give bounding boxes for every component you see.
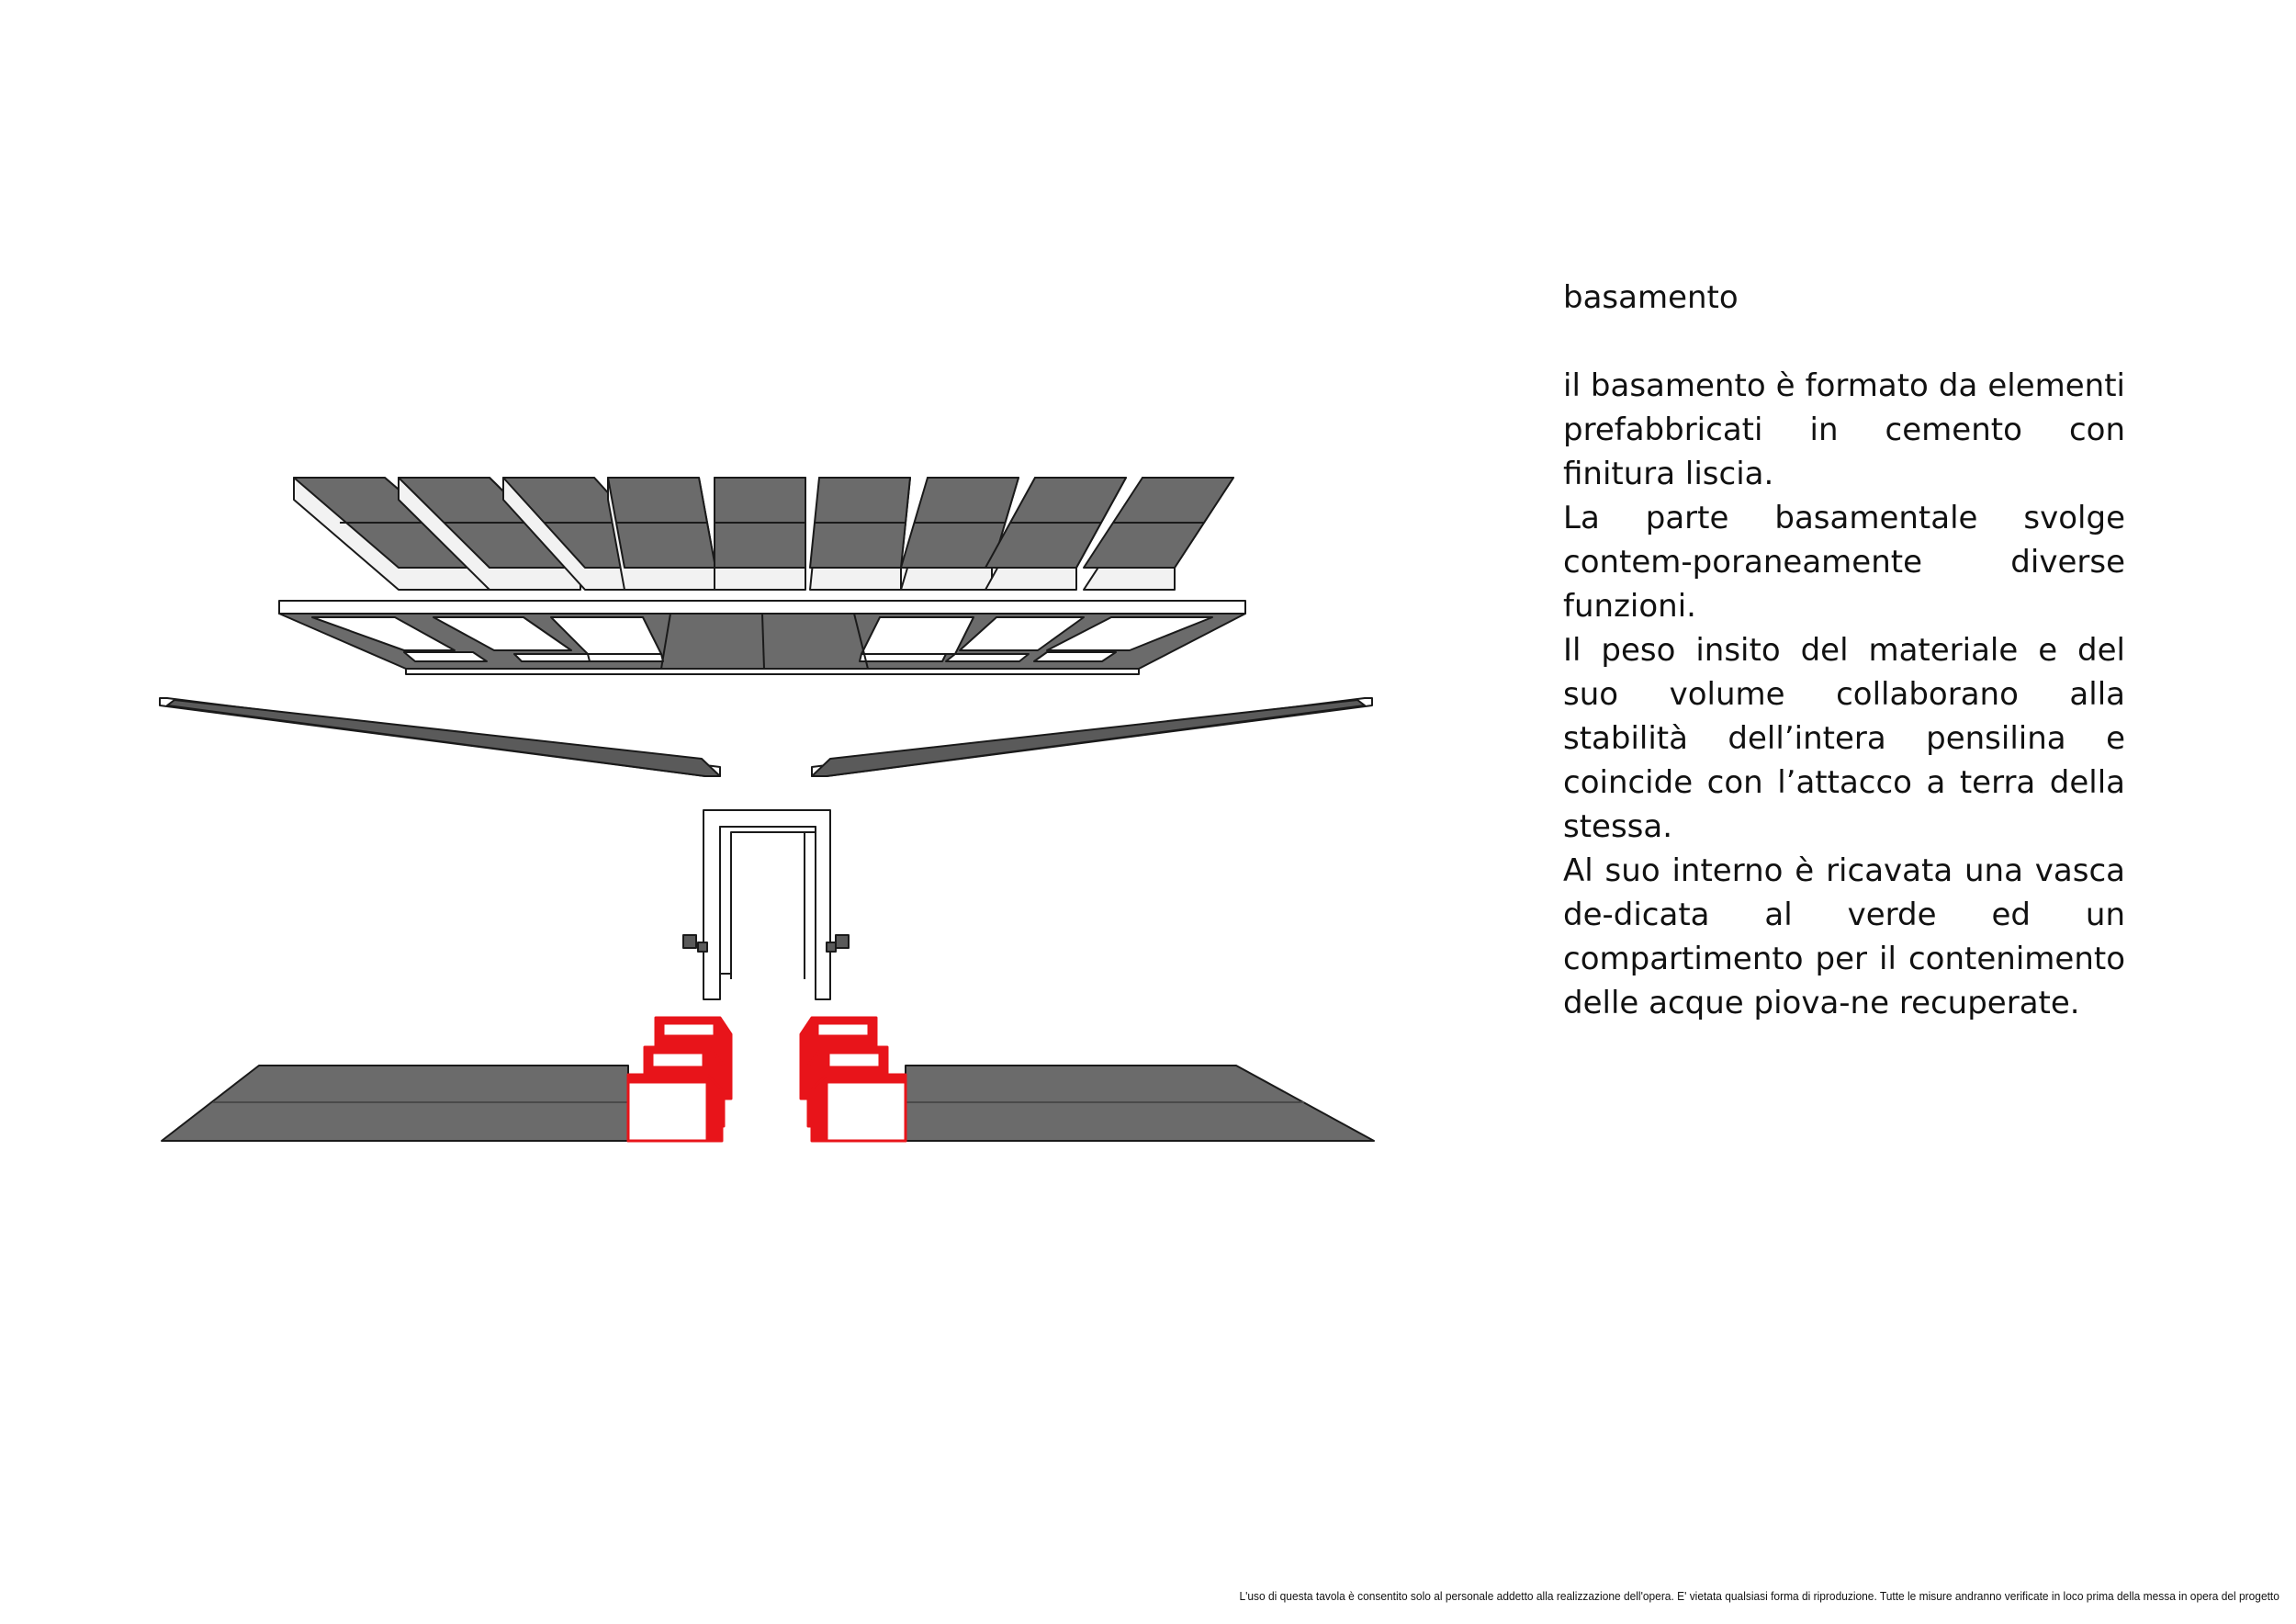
solar-panel-5 [715, 478, 805, 590]
disclaimer-footer: L'uso di questa tavola è consentito solo al personale addetto alla realizzazione dell'opera. E' vietata qualsiasi forma di riproduzione. Tutte le misure andranno verificate in loco prima della messa in opera del progetto [1239, 1589, 2279, 1603]
solar-panels [294, 478, 1233, 590]
canopy-wing-right [812, 698, 1372, 776]
ground-plane [162, 1066, 1374, 1141]
base-element-left [628, 1018, 731, 1141]
description-panel [1563, 276, 2125, 1025]
description-paragraph-3: Il peso insito del materiale e del suo volume collaborano alla stabilità dell’intera pensilina e coincide con l’attacco a terra della stessa. [1563, 632, 2125, 845]
canopy-wings [160, 698, 1372, 776]
central-column [683, 810, 849, 999]
base-elements [628, 1018, 906, 1141]
section-title: basamento [1563, 279, 1739, 316]
solar-panel-6 [810, 478, 910, 590]
canopy-wing-left [160, 698, 720, 776]
description-paragraph-2: La parte basamentale svolge contem-poraneamente diverse funzioni. [1563, 500, 2125, 625]
solar-panel-4 [608, 478, 715, 590]
description-paragraph-1: il basamento è formato da elementi prefabbricati in cemento con finitura liscia. [1563, 367, 2125, 492]
base-element-right [801, 1018, 906, 1141]
description-paragraph-4: Al suo interno è ricavata una vasca de-dicata al verde ed un compartimento per il contenimento delle acque piova-ne recuperate. [1563, 852, 2125, 1021]
roof-frame [279, 601, 1245, 674]
